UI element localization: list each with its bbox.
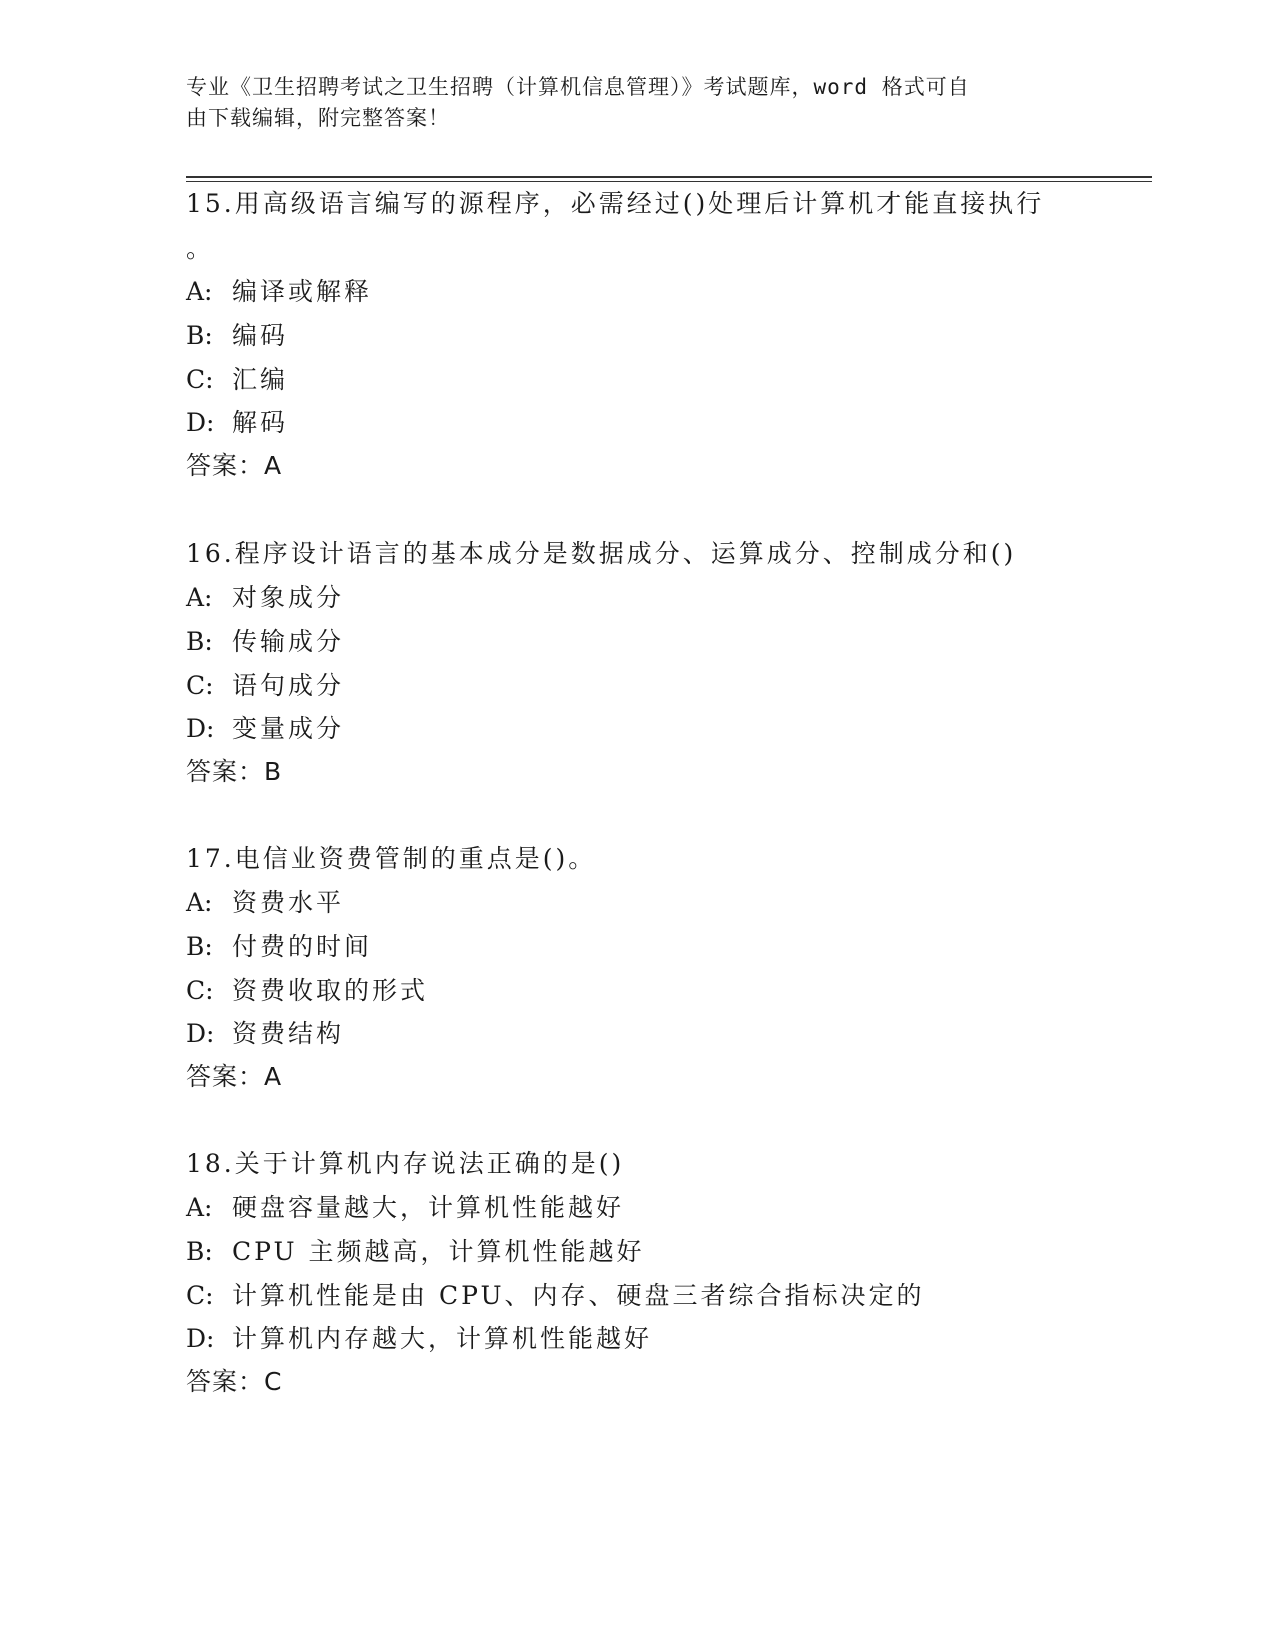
- option-text: 硬盘容量越大，计算机性能越好: [232, 1193, 625, 1222]
- header-line-1: 专业《卫生招聘考试之卫生招聘（计算机信息管理）》考试题库，word 格式可自: [186, 75, 970, 99]
- option-key: B:: [186, 627, 213, 656]
- option-d: [186, 711, 344, 747]
- option-key: C:: [186, 671, 214, 700]
- option-key: D:: [186, 408, 215, 437]
- option-key: A:: [186, 583, 213, 612]
- header-divider-thin: [186, 181, 1152, 182]
- question-text-continued: 。: [186, 234, 215, 263]
- header-divider-thick: [186, 176, 1152, 178]
- option-key: C:: [186, 1281, 214, 1310]
- option-d: [186, 405, 288, 441]
- option-text: 资费水平: [232, 888, 345, 917]
- option-a: [186, 885, 344, 921]
- option-key: D:: [186, 1019, 215, 1048]
- option-text: 传输成分: [232, 627, 345, 656]
- option-text: 付费的时间: [232, 932, 373, 961]
- option-b: [186, 318, 288, 354]
- option-key: C:: [186, 365, 214, 394]
- option-c: [186, 668, 344, 704]
- option-d: [186, 1016, 344, 1052]
- option-text: 对象成分: [232, 583, 345, 612]
- option-text: 编译或解释: [232, 277, 373, 306]
- option-a: [186, 1190, 624, 1226]
- option-a: [186, 580, 344, 616]
- option-c: [186, 973, 428, 1009]
- option-text: 变量成分: [232, 714, 345, 743]
- option-key: A:: [186, 277, 213, 306]
- option-text: 资费结构: [232, 1019, 345, 1048]
- answer: 答案：A: [186, 1062, 283, 1091]
- option-key: A:: [186, 1193, 213, 1222]
- question-text: 15.用高级语言编写的源程序，必需经过()处理后计算机才能直接执行: [186, 189, 1045, 218]
- option-key: D:: [186, 714, 215, 743]
- answer: 答案：A: [186, 451, 283, 480]
- answer: 答案：C: [186, 1367, 283, 1396]
- option-text: 计算机性能是由 CPU、内存、硬盘三者综合指标决定的: [232, 1281, 925, 1310]
- option-text: CPU 主频越高，计算机性能越好: [232, 1237, 645, 1266]
- option-b: [186, 624, 344, 660]
- option-c: [186, 1278, 925, 1314]
- option-text: 计算机内存越大，计算机性能越好: [232, 1324, 653, 1353]
- document-header: [186, 72, 1086, 134]
- question-text: 17.电信业资费管制的重点是()。: [186, 844, 597, 873]
- option-d: [186, 1321, 652, 1357]
- option-text: 汇编: [232, 365, 289, 394]
- option-text: 资费收取的形式: [232, 976, 429, 1005]
- answer: 答案：B: [186, 757, 283, 786]
- option-key: B:: [186, 321, 213, 350]
- option-text: 编码: [232, 321, 289, 350]
- header-line-2: 由下载编辑，附完整答案！: [186, 106, 450, 130]
- option-key: A:: [186, 888, 213, 917]
- option-key: D:: [186, 1324, 215, 1353]
- option-text: 语句成分: [232, 671, 345, 700]
- option-key: C:: [186, 976, 214, 1005]
- option-c: [186, 362, 288, 398]
- option-b: [186, 1234, 645, 1270]
- question-text: 16.程序设计语言的基本成分是数据成分、运算成分、控制成分和(): [186, 539, 1017, 568]
- option-text: 解码: [232, 408, 289, 437]
- option-a: [186, 274, 372, 310]
- question-text: 18.关于计算机内存说法正确的是(): [186, 1149, 625, 1178]
- option-b: [186, 929, 372, 965]
- option-key: B:: [186, 932, 213, 961]
- option-key: B:: [186, 1237, 213, 1266]
